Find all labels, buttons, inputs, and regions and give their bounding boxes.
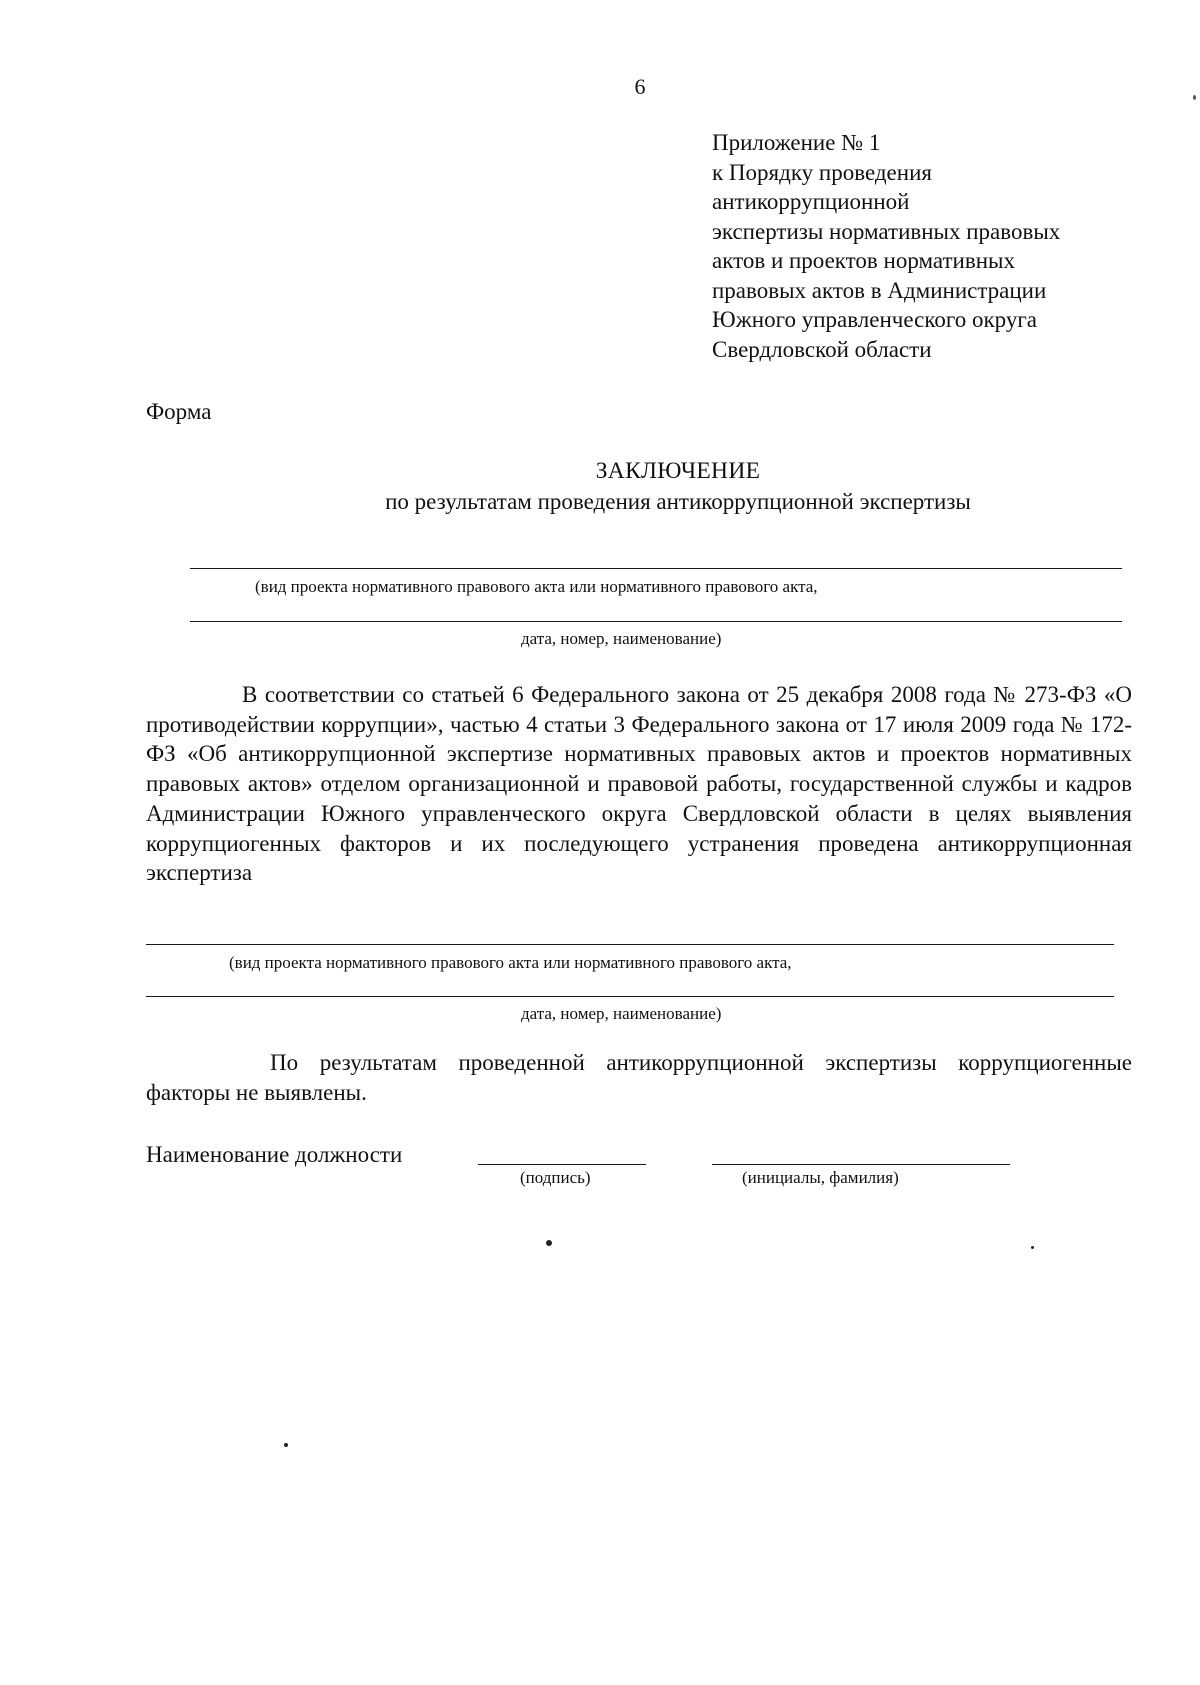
position-label: Наименование должности xyxy=(146,1142,403,1167)
appendix-line: Приложение № 1 xyxy=(712,130,881,155)
appendix-line: экспертизы нормативных правовых xyxy=(712,218,1061,244)
appendix-line: правовых актов в Администрации xyxy=(712,277,1047,303)
blank-2-caption-1: (вид проекта нормативного правового акта или нормативного правового акта, xyxy=(229,953,792,972)
appendix-line: Южного управленческого округа xyxy=(712,307,1037,332)
name-caption: (инициалы, фамилия) xyxy=(742,1168,899,1187)
blank-line-1a xyxy=(190,568,1122,569)
signature-caption: (подпись) xyxy=(520,1168,591,1187)
scan-speck xyxy=(1193,95,1196,100)
name-line xyxy=(712,1164,1010,1165)
scan-speck xyxy=(1031,1246,1034,1249)
page-number: 6 xyxy=(634,74,646,99)
blank-line-2a xyxy=(146,944,1114,945)
blank-1-caption-1: (вид проекта нормативного правового акта или нормативного правового акта, xyxy=(255,577,818,596)
signature-line xyxy=(478,1164,646,1165)
blank-line-2b xyxy=(146,996,1114,997)
scan-speck xyxy=(546,1240,552,1246)
blank-line-1b xyxy=(190,621,1122,622)
blank-1-caption-2: дата, номер, наименование) xyxy=(521,629,722,648)
form-label: Форма xyxy=(146,399,212,424)
body-paragraph xyxy=(146,680,1132,888)
body-paragraph-text: В соответствии со статьей 6 Федерального закона от 25 декабря 2008 года № 273-ФЗ «О противодействии коррупции», частью 4 статьи 3 Федерального закона от 17 июля 2009 года № 172-ФЗ «Об антикоррупционной экспертизе нормативных правовых актов и проектов нормативных правовых актов» отделом организационной и правовой работы, государственной службы и кадров Администрации Южного управленческого округа Свердловской области в целях выявления коррупциогенных факторов и их последующего устранения проведена антикоррупционная экспертиза xyxy=(146,682,1132,886)
appendix-line: антикоррупционной xyxy=(712,189,910,214)
document-title: ЗАКЛЮЧЕНИЕ xyxy=(595,458,761,484)
appendix-line: к Порядку проведения xyxy=(712,159,932,185)
appendix-header xyxy=(712,128,1060,364)
appendix-line: актов и проектов нормативных xyxy=(712,248,1015,273)
appendix-line: Свердловской области xyxy=(712,336,932,362)
scan-speck xyxy=(284,1443,288,1447)
result-paragraph-text: По результатам проведенной антикоррупционной экспертизы коррупциогенные факторы не выявлены. xyxy=(146,1050,1132,1105)
blank-2-caption-2: дата, номер, наименование) xyxy=(521,1004,722,1023)
document-subtitle: по результатам проведения антикоррупционной экспертизы xyxy=(385,489,971,514)
result-paragraph xyxy=(146,1048,1132,1107)
